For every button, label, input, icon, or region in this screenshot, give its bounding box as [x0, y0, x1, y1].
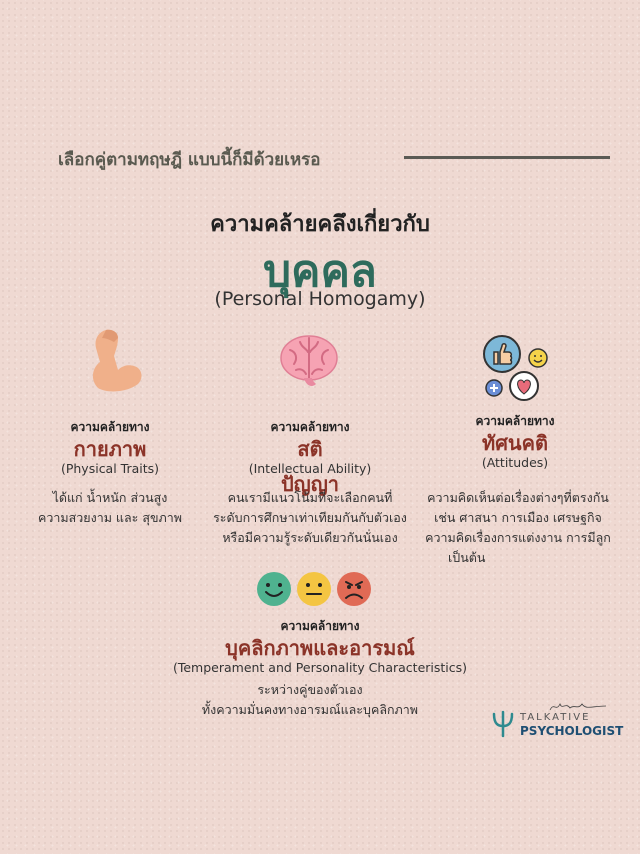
- section-intellectual: [230, 418, 390, 496]
- body-line: ระดับการศึกษาเท่าเทียมกันกับตัวเอง: [213, 510, 407, 525]
- brain-icon: [278, 332, 340, 392]
- section-english: (Attitudes): [481, 455, 549, 470]
- section-intellectual-body: [200, 488, 420, 548]
- emotion-faces-icon: [254, 570, 374, 608]
- section-head: ทัศนคติ: [482, 431, 548, 455]
- header-divider: [404, 156, 610, 159]
- body-line: ทั้งความมั่นคงทางอารมณ์และบุคลิกภาพ: [201, 702, 419, 717]
- body-line: ความสวยงาม และ สุขภาพ: [37, 510, 183, 525]
- section-attitudes-body: [418, 488, 618, 568]
- section-temperament-body: [150, 680, 470, 720]
- section-head: กายภาพ: [73, 437, 147, 461]
- body-line: เช่น ศาสนา การเมือง เศรษฐกิจ: [434, 510, 602, 525]
- flexed-arm-icon: [84, 326, 144, 394]
- section-sub: ความคล้ายทาง: [475, 414, 555, 428]
- section-english: (Intellectual Ability): [248, 461, 372, 476]
- section-head-2: ปัญญา: [280, 472, 339, 496]
- section-physical: [40, 418, 180, 476]
- body-line: หรือมีความรู้ระดับเดียวกันนั่นเอง: [222, 530, 398, 545]
- body-line: คนเรามีแนวโน้มที่จะเลือกคนที่: [227, 490, 393, 505]
- logo-line2: PSYCHOLOGIST: [520, 724, 624, 738]
- attitude-icons: [480, 334, 552, 404]
- body-line: ความคิดเรื่องการแต่งงาน การมีลูก: [425, 530, 611, 545]
- body-line: ระหว่างคู่ของตัวเอง: [257, 682, 363, 697]
- section-english: (Temperament and Personality Characteristics): [172, 660, 468, 675]
- body-line: ความคิดเห็นต่อเรื่องต่างๆที่ตรงกัน: [427, 490, 609, 505]
- section-head: บุคลิกภาพและอารมณ์: [225, 636, 415, 660]
- title-line1: ความคล้ายคลึงเกี่ยวกับ: [210, 212, 430, 237]
- section-physical-body: [30, 488, 190, 528]
- section-attitudes: [440, 412, 590, 470]
- section-sub: ความคล้ายทาง: [280, 619, 360, 633]
- section-sub: ความคล้ายทาง: [270, 420, 350, 434]
- section-english: (Physical Traits): [60, 461, 160, 476]
- section-sub: ความคล้ายทาง: [70, 420, 150, 434]
- title-main: บุคคล: [263, 246, 377, 297]
- psi-icon: [492, 710, 514, 738]
- section-temperament: [120, 617, 520, 675]
- logo-line1: TALKATIVE: [520, 712, 591, 723]
- header-text: เลือกคู่ตามทฤษฎี แบบนี้ก็มีด้วยเหรอ: [58, 150, 321, 170]
- body-line: ได้แก่ น้ำหนัก ส่วนสูง: [52, 490, 168, 505]
- logo: [492, 702, 622, 742]
- body-line: เป็นต้น: [448, 550, 486, 565]
- section-head: สติ: [297, 437, 323, 461]
- title-english: (Personal Homogamy): [214, 288, 426, 310]
